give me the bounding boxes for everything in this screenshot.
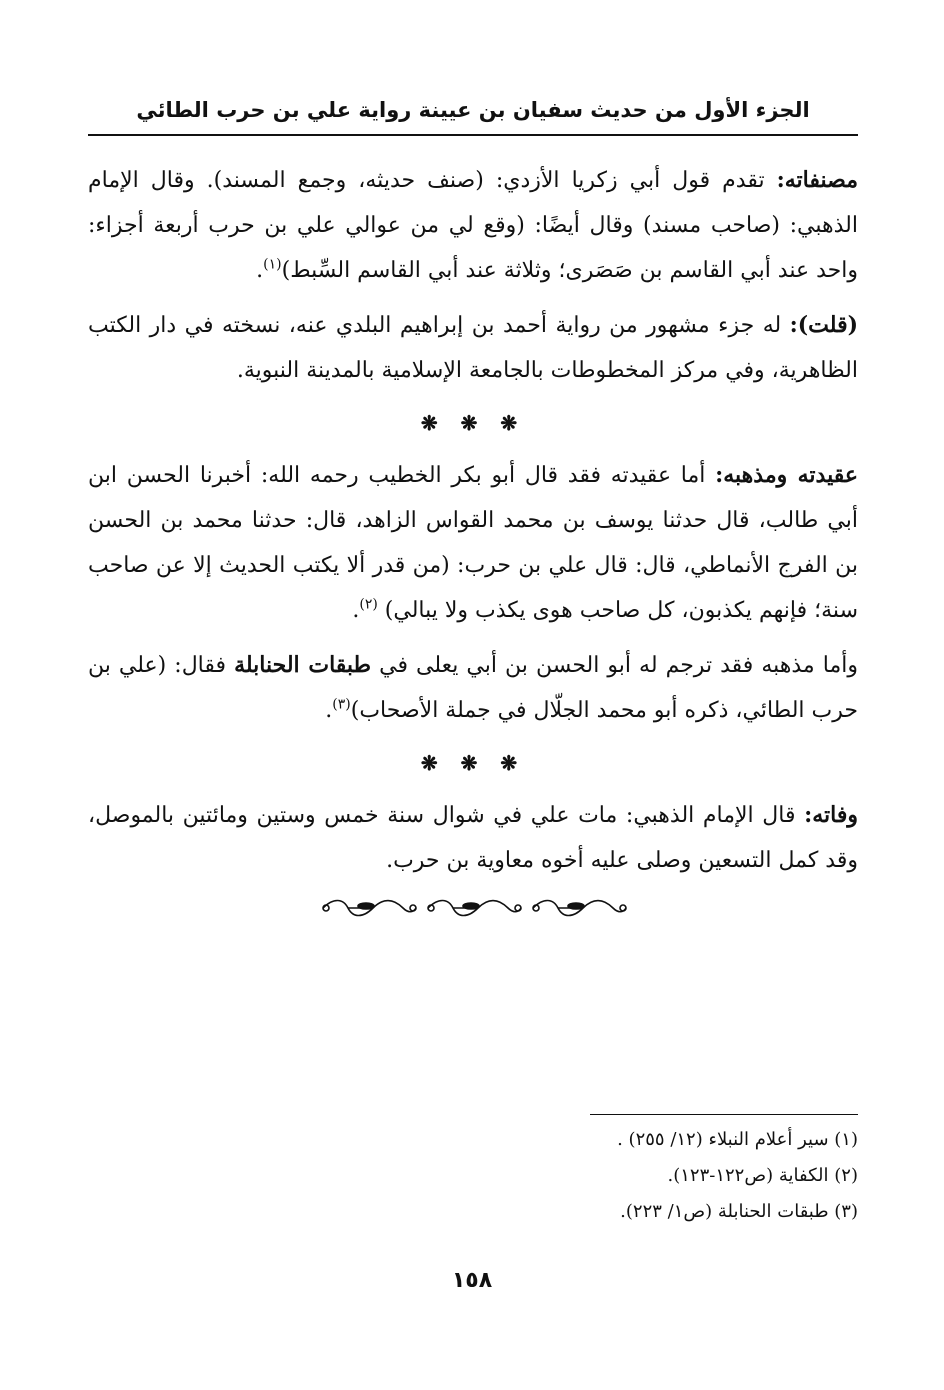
paragraph-lead: عقيدته ومذهبه: [715,462,858,488]
paragraph-creed [88,453,858,633]
header-rule [88,134,858,136]
paragraph-tail: . [352,598,360,623]
paragraph-text: وأما مذهبه فقد ترجم له أبو الحسن بن أبي يعلى في [371,653,858,678]
paragraph-text: له جزء مشهور من رواية أحمد بن إبراهيم البلدي عنه، نسخته في دار الكتب الظاهرية، وفي مركز المخطوطات بالجامعة الإسلامية بالمدينة النبوية. [88,313,858,383]
footnote-2: (٢) الكفاية (ص١٢٢-١٢٣). [667,1165,858,1186]
paragraph-lead: وفاته: [804,802,858,828]
footnote-ref-3: (٣) [332,696,351,713]
footnote-rule [590,1114,858,1115]
paragraph-tail: . [256,258,264,283]
paragraph-text: تقدم قول أبي زكريا الأزدي: (صنف حديثه، وجمع المسند). وقال الإمام الذهبي: (صاحب مسند) وقال أيضًا: (وقع لي من عوالي علي بن حرب أربعة أجزاء: واحد عند أبي القاسم بن صَصَرى؛ وثلاثة عند أبي القاسم السِّبط) [88,168,858,283]
running-header: الجزء الأول من حديث سفيان بن عيينة رواية علي بن حرب الطائي [136,98,810,122]
footnote-3: (٣) طبقات الحنابلة (ص١/ ٢٢٣). [620,1201,858,1222]
footnote-ref-1: (١) [263,256,282,273]
paragraph-lead: (قلت): [789,312,858,338]
body-text [88,158,858,933]
footnote-ref-2: (٢) [359,596,378,613]
paragraph-text: أما عقيدته فقد قال أبو بكر الخطيب رحمه الله: أخبرنا الحسن ابن أبي طالب، قال حدثنا يوسف بن محمد القواس الزاهد، قال: حدثنا محمد بن الحسن بن الفرج الأنماطي، قال: قال علي بن حرب: (من قدر ألا يكتب الحديث إلا عن صاحب سنة؛ فإنهم يكذبون، كل صاحب هوى يكذب ولا يبالي) [88,463,858,623]
footnotes [88,1122,858,1230]
footnote-1: (١) سير أعلام النبلاء (١٢/ ٢٥٥) . [617,1129,858,1150]
paragraph-works [88,158,858,293]
paragraph-tail: . [325,698,333,723]
paragraph-text: قال الإمام الذهبي: مات علي في شوال سنة خمس وستين ومائتين بالموصل، وقد كمل التسعين وصلى عليه أخوه معاوية بن حرب. [88,803,858,873]
section-separator: ❋ ❋ ❋ [420,751,526,775]
section-separator: ❋ ❋ ❋ [420,411,526,435]
decorative-ornament [88,893,858,933]
book-title: طبقات الحنابلة [234,652,372,678]
paragraph-death [88,793,858,883]
paragraph-lead: مصنفاته: [776,167,858,193]
page-number: ١٥٨ [451,1268,493,1293]
paragraph-madhhab [88,643,858,733]
paragraph-text: فقال: (علي بن حرب الطائي، ذكره أبو محمد الجلّال في جملة الأصحاب) [88,653,858,723]
paragraph-note [88,303,858,393]
ornament-icon [318,893,628,923]
